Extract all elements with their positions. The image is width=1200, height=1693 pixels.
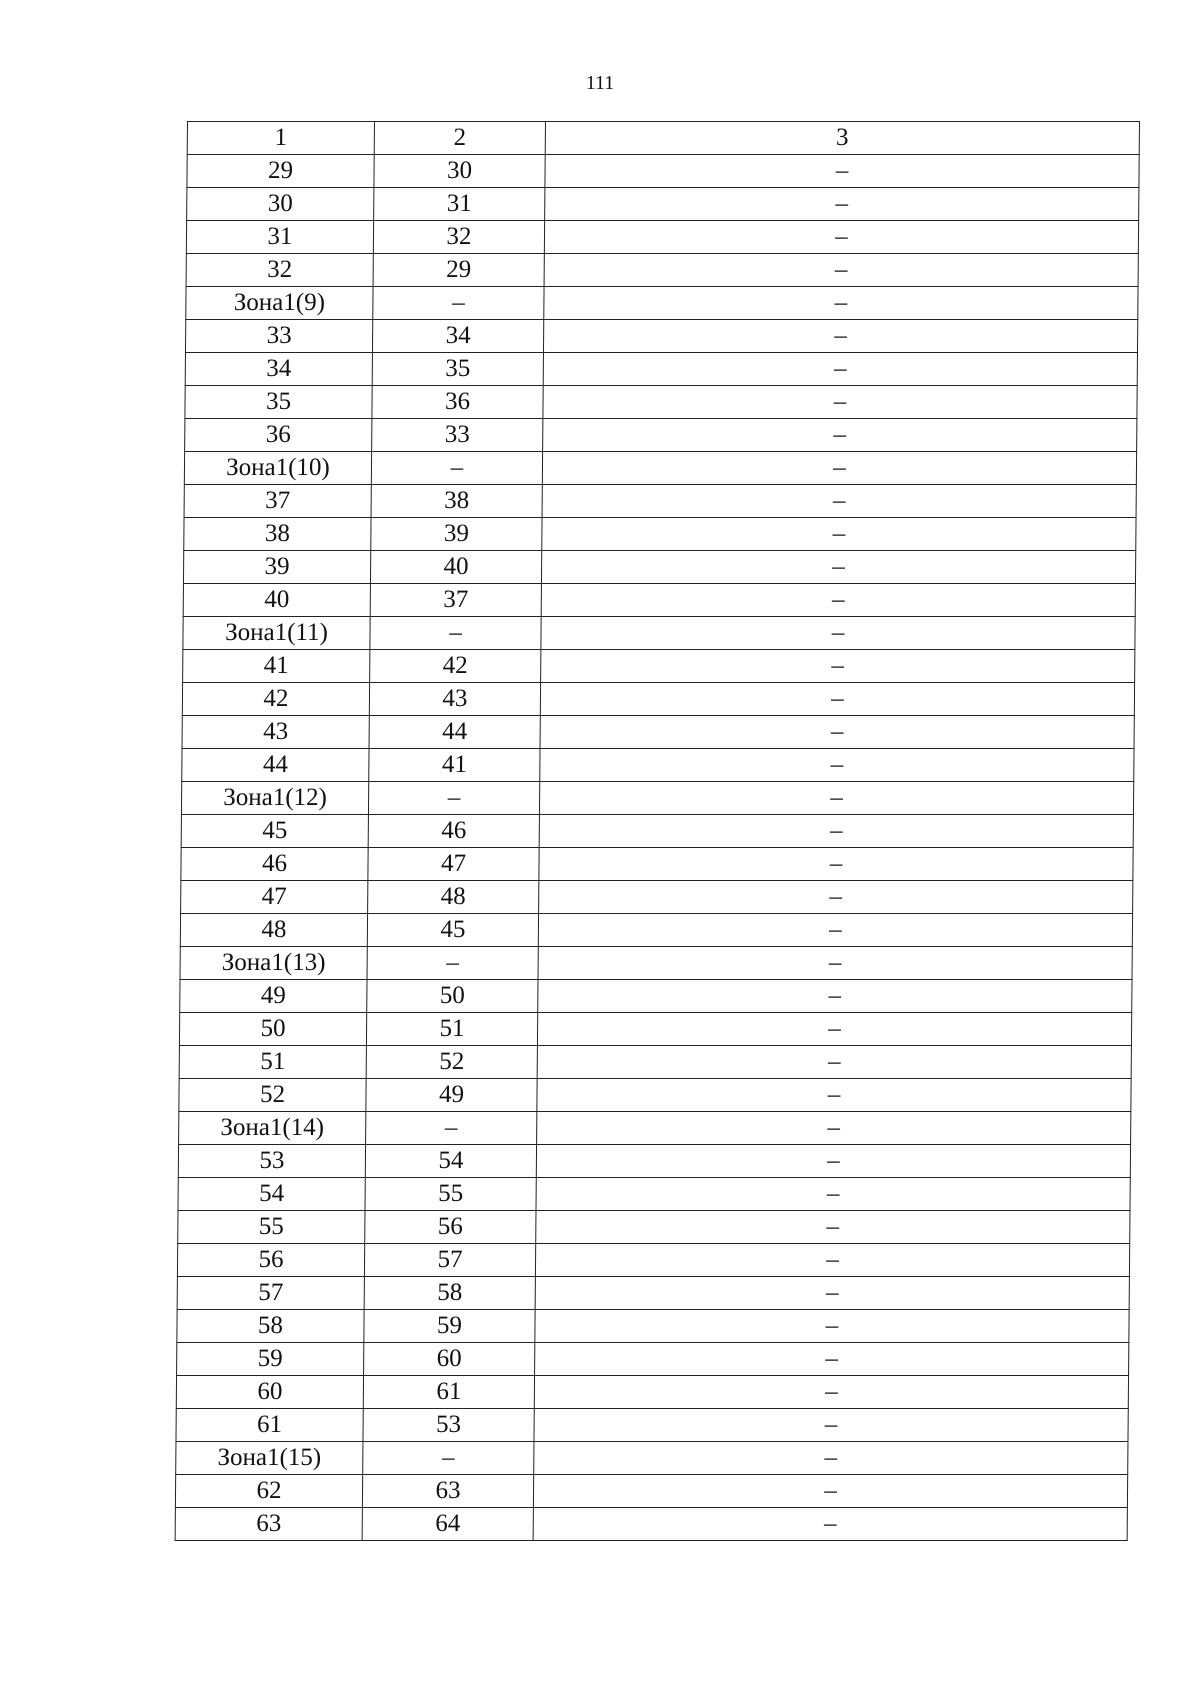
table-cell-col1: 36 bbox=[185, 419, 372, 452]
table-cell-col3: – bbox=[541, 584, 1135, 617]
table-row bbox=[184, 485, 1136, 518]
table-cell-col1: Зона1(12) bbox=[181, 782, 368, 815]
table-row bbox=[178, 1211, 1130, 1244]
table-row bbox=[186, 254, 1138, 287]
table-row bbox=[181, 881, 1133, 914]
table-cell-col2: 48 bbox=[368, 881, 539, 914]
table-cell-col3: – bbox=[536, 1211, 1130, 1244]
table-cell-col3: – bbox=[541, 551, 1135, 584]
table-cell-col2: 58 bbox=[364, 1277, 535, 1310]
table-cell-col1: 42 bbox=[182, 683, 369, 716]
table-row bbox=[178, 1145, 1130, 1178]
table-cell-col1: 38 bbox=[184, 518, 371, 551]
table-row bbox=[179, 1046, 1131, 1079]
table-cell-col3: – bbox=[543, 386, 1137, 419]
table-cell-col2: 64 bbox=[362, 1508, 533, 1541]
table-cell-col2: 34 bbox=[372, 320, 543, 353]
table-row bbox=[179, 1013, 1131, 1046]
table-cell-col3: – bbox=[543, 320, 1137, 353]
table-cell-col1: 63 bbox=[175, 1508, 362, 1541]
table-cell-col3: – bbox=[537, 1079, 1131, 1112]
table-row bbox=[184, 452, 1136, 485]
table-row bbox=[179, 1112, 1131, 1145]
table-cell-col2: 31 bbox=[374, 188, 545, 221]
table-cell-col3: – bbox=[542, 452, 1136, 485]
coordinates-table bbox=[175, 121, 1140, 1541]
table-row bbox=[182, 749, 1134, 782]
table-cell-col3: – bbox=[541, 617, 1135, 650]
header-cell-col1: 1 bbox=[187, 122, 374, 155]
table-cell-col3: – bbox=[539, 881, 1133, 914]
table-row bbox=[177, 1277, 1129, 1310]
table-cell-col2: 59 bbox=[364, 1310, 535, 1343]
table-row bbox=[181, 782, 1133, 815]
table-cell-col1: 32 bbox=[186, 254, 373, 287]
table-cell-col3: – bbox=[542, 518, 1136, 551]
table-cell-col2: 54 bbox=[365, 1145, 536, 1178]
table-cell-col1: 31 bbox=[186, 221, 373, 254]
table-cell-col1: 29 bbox=[187, 155, 374, 188]
table-cell-col3: – bbox=[534, 1376, 1128, 1409]
table-cell-col2: 52 bbox=[366, 1046, 537, 1079]
table-cell-col2: 56 bbox=[365, 1211, 536, 1244]
table-cell-col1: 56 bbox=[177, 1244, 364, 1277]
table-cell-col1: 57 bbox=[177, 1277, 364, 1310]
table-cell-col3: – bbox=[536, 1178, 1130, 1211]
table-row bbox=[183, 551, 1135, 584]
table-row bbox=[185, 353, 1137, 386]
table-cell-col2: 51 bbox=[366, 1013, 537, 1046]
table-cell-col1: Зона1(13) bbox=[180, 947, 367, 980]
table-cell-col1: 44 bbox=[182, 749, 369, 782]
table-cell-col3: – bbox=[543, 353, 1137, 386]
table-cell-col2: 46 bbox=[368, 815, 539, 848]
table-cell-col1: 60 bbox=[176, 1376, 363, 1409]
table-cell-col2: 57 bbox=[364, 1244, 535, 1277]
table-row bbox=[187, 188, 1139, 221]
table-cell-col2: 55 bbox=[365, 1178, 536, 1211]
table-row bbox=[176, 1442, 1128, 1475]
table-row bbox=[182, 683, 1134, 716]
table-cell-col2: 30 bbox=[374, 155, 545, 188]
table-row bbox=[183, 584, 1135, 617]
table-cell-col1: 34 bbox=[185, 353, 372, 386]
table-cell-col3: – bbox=[540, 749, 1134, 782]
table-row bbox=[185, 386, 1137, 419]
table-cell-col1: 49 bbox=[180, 980, 367, 1013]
table-cell-col1: 41 bbox=[183, 650, 370, 683]
table-cell-col2: 60 bbox=[364, 1343, 535, 1376]
table-row bbox=[179, 1079, 1131, 1112]
table-cell-col3: – bbox=[535, 1277, 1129, 1310]
table-cell-col1: 35 bbox=[185, 386, 372, 419]
table-row bbox=[182, 716, 1134, 749]
table-cell-col2: – bbox=[368, 782, 539, 815]
table-cell-col2: 37 bbox=[370, 584, 541, 617]
table-cell-col1: 48 bbox=[180, 914, 367, 947]
table-row bbox=[187, 155, 1139, 188]
table-row bbox=[176, 1409, 1128, 1442]
table-row bbox=[181, 848, 1133, 881]
table-cell-col3: – bbox=[536, 1145, 1130, 1178]
table-cell-col3: – bbox=[540, 683, 1134, 716]
table-cell-col2: 50 bbox=[367, 980, 538, 1013]
table-row bbox=[177, 1310, 1129, 1343]
table-row bbox=[186, 287, 1138, 320]
table-row bbox=[186, 221, 1138, 254]
table-cell-col2: 39 bbox=[371, 518, 542, 551]
table-cell-col3: – bbox=[534, 1442, 1128, 1475]
table-cell-col3: – bbox=[538, 947, 1132, 980]
table-cell-col1: 58 bbox=[177, 1310, 364, 1343]
table-cell-col1: 62 bbox=[175, 1475, 362, 1508]
table-cell-col3: – bbox=[537, 1046, 1131, 1079]
table-cell-col1: 51 bbox=[179, 1046, 366, 1079]
table-cell-col3: – bbox=[538, 914, 1132, 947]
table-row bbox=[180, 947, 1132, 980]
table-cell-col3: – bbox=[542, 485, 1136, 518]
table-cell-col1: 50 bbox=[179, 1013, 366, 1046]
table-cell-col2: – bbox=[373, 287, 544, 320]
table-cell-col1: 47 bbox=[181, 881, 368, 914]
table-row bbox=[180, 980, 1132, 1013]
table-header-row bbox=[187, 122, 1139, 155]
table-cell-col1: 37 bbox=[184, 485, 371, 518]
table-cell-col2: – bbox=[370, 617, 541, 650]
table-cell-col1: Зона1(14) bbox=[179, 1112, 366, 1145]
table-cell-col3: – bbox=[537, 1013, 1131, 1046]
table-row bbox=[183, 617, 1135, 650]
table-cell-col2: 45 bbox=[367, 914, 538, 947]
table-cell-col2: 43 bbox=[369, 683, 540, 716]
table-cell-col1: Зона1(15) bbox=[176, 1442, 363, 1475]
table-cell-col1: 54 bbox=[178, 1178, 365, 1211]
table-cell-col3: – bbox=[539, 848, 1133, 881]
table-cell-col1: Зона1(9) bbox=[186, 287, 373, 320]
table-cell-col1: 39 bbox=[183, 551, 370, 584]
table-cell-col3: – bbox=[534, 1409, 1128, 1442]
table-cell-col1: 30 bbox=[187, 188, 374, 221]
table-row bbox=[181, 815, 1133, 848]
table-cell-col2: 32 bbox=[373, 221, 544, 254]
table-cell-col3: – bbox=[533, 1508, 1127, 1541]
table-cell-col3: – bbox=[545, 155, 1139, 188]
table-cell-col1: 55 bbox=[178, 1211, 365, 1244]
table-cell-col2: 36 bbox=[372, 386, 543, 419]
table-cell-col3: – bbox=[535, 1244, 1129, 1277]
table-row bbox=[177, 1244, 1129, 1277]
page-number: 111 bbox=[585, 72, 615, 94]
table-cell-col2: 53 bbox=[363, 1409, 534, 1442]
header-cell-col3: 3 bbox=[545, 122, 1139, 155]
table-row bbox=[185, 320, 1137, 353]
table-cell-col2: 35 bbox=[372, 353, 543, 386]
table-cell-col1: 40 bbox=[183, 584, 370, 617]
table-row bbox=[184, 518, 1136, 551]
table-row bbox=[175, 1508, 1127, 1541]
table-cell-col1: Зона1(10) bbox=[184, 452, 371, 485]
table-cell-col1: 43 bbox=[182, 716, 369, 749]
table-cell-col3: – bbox=[535, 1310, 1129, 1343]
table-cell-col3: – bbox=[538, 980, 1132, 1013]
table-row bbox=[177, 1343, 1129, 1376]
table-cell-col3: – bbox=[539, 815, 1133, 848]
table-cell-col2: 49 bbox=[366, 1079, 537, 1112]
table-cell-col1: 52 bbox=[179, 1079, 366, 1112]
table-cell-col2: – bbox=[366, 1112, 537, 1145]
table-cell-col3: – bbox=[539, 782, 1133, 815]
table-cell-col3: – bbox=[544, 287, 1138, 320]
table-cell-col3: – bbox=[535, 1343, 1129, 1376]
table-cell-col2: – bbox=[371, 452, 542, 485]
table-cell-col1: Зона1(11) bbox=[183, 617, 370, 650]
table-cell-col1: 59 bbox=[177, 1343, 364, 1376]
table-cell-col2: 61 bbox=[363, 1376, 534, 1409]
table-cell-col1: 53 bbox=[178, 1145, 365, 1178]
table-cell-col2: – bbox=[363, 1442, 534, 1475]
table-cell-col2: 42 bbox=[370, 650, 541, 683]
table-cell-col3: – bbox=[537, 1112, 1131, 1145]
table-row bbox=[180, 914, 1132, 947]
header-cell-col2: 2 bbox=[374, 122, 545, 155]
table-cell-col1: 61 bbox=[176, 1409, 363, 1442]
table-cell-col3: – bbox=[543, 419, 1137, 452]
table-row bbox=[176, 1376, 1128, 1409]
table-cell-col2: – bbox=[367, 947, 538, 980]
table-cell-col2: 47 bbox=[368, 848, 539, 881]
table-cell-col2: 33 bbox=[372, 419, 543, 452]
table-cell-col3: – bbox=[544, 221, 1138, 254]
table-cell-col3: – bbox=[533, 1475, 1127, 1508]
table-cell-col3: – bbox=[540, 716, 1134, 749]
table-cell-col1: 46 bbox=[181, 848, 368, 881]
table-cell-col3: – bbox=[544, 254, 1138, 287]
table-row bbox=[185, 419, 1137, 452]
table-cell-col3: – bbox=[541, 650, 1135, 683]
table-cell-col1: 33 bbox=[185, 320, 372, 353]
table-cell-col2: 29 bbox=[373, 254, 544, 287]
table-cell-col3: – bbox=[545, 188, 1139, 221]
table-cell-col2: 40 bbox=[370, 551, 541, 584]
table-cell-col2: 63 bbox=[362, 1475, 533, 1508]
table-cell-col2: 44 bbox=[369, 716, 540, 749]
table-cell-col2: 38 bbox=[371, 485, 542, 518]
table-cell-col1: 45 bbox=[181, 815, 368, 848]
table-row bbox=[175, 1475, 1127, 1508]
table-body bbox=[175, 122, 1139, 1541]
table-row bbox=[178, 1178, 1130, 1211]
table-cell-col2: 41 bbox=[369, 749, 540, 782]
table-row bbox=[183, 650, 1135, 683]
